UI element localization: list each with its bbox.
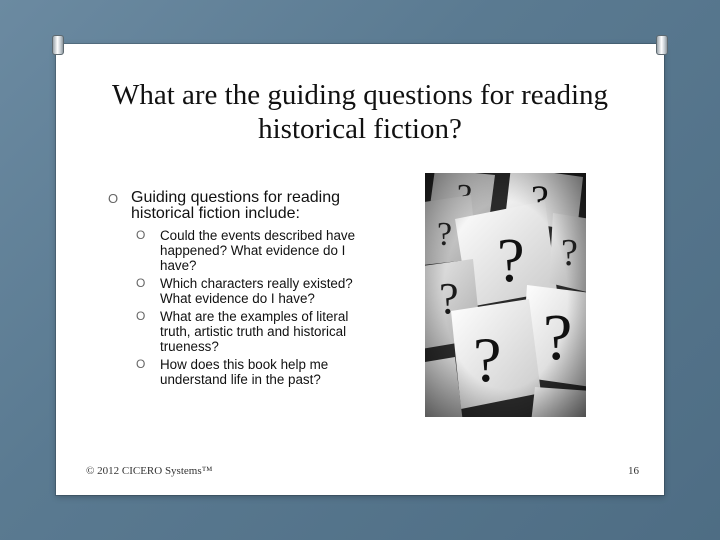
main-bullet-text: Guiding questions for reading historical fiction include: [131, 189, 341, 222]
pin-icon-left [52, 35, 64, 55]
question-marks-image [425, 173, 586, 417]
sub-bullet-text: What are the examples of literal truth, artistic truth and historical trueness? [160, 309, 349, 354]
slide-title: What are the guiding questions for reading historical fiction? [111, 79, 609, 145]
slide-number: 16 [628, 465, 639, 477]
sub-bullet [136, 357, 358, 387]
bullet-list [108, 190, 358, 390]
footer-copyright: © 2012 CICERO Systems™ [86, 465, 213, 477]
sub-bullet [136, 276, 358, 306]
sub-bullet [136, 228, 358, 273]
bullet-marker-icon: O [136, 228, 146, 242]
sub-bullet-text: Which characters really existed? What evidence do I have? [160, 276, 353, 306]
sub-bullet-list [108, 228, 358, 387]
main-bullet [108, 190, 358, 222]
bullet-marker-icon: O [108, 191, 119, 206]
sub-bullet-text: Could the events described have happened? What evidence do I have? [160, 228, 356, 273]
sub-bullet-text: How does this book help me understand life in the past? [160, 357, 329, 387]
bullet-marker-icon: O [136, 276, 146, 290]
bullet-marker-icon: O [136, 357, 146, 371]
bullet-marker-icon: O [136, 309, 146, 323]
pin-icon-right [656, 35, 668, 55]
sub-bullet [136, 309, 358, 354]
